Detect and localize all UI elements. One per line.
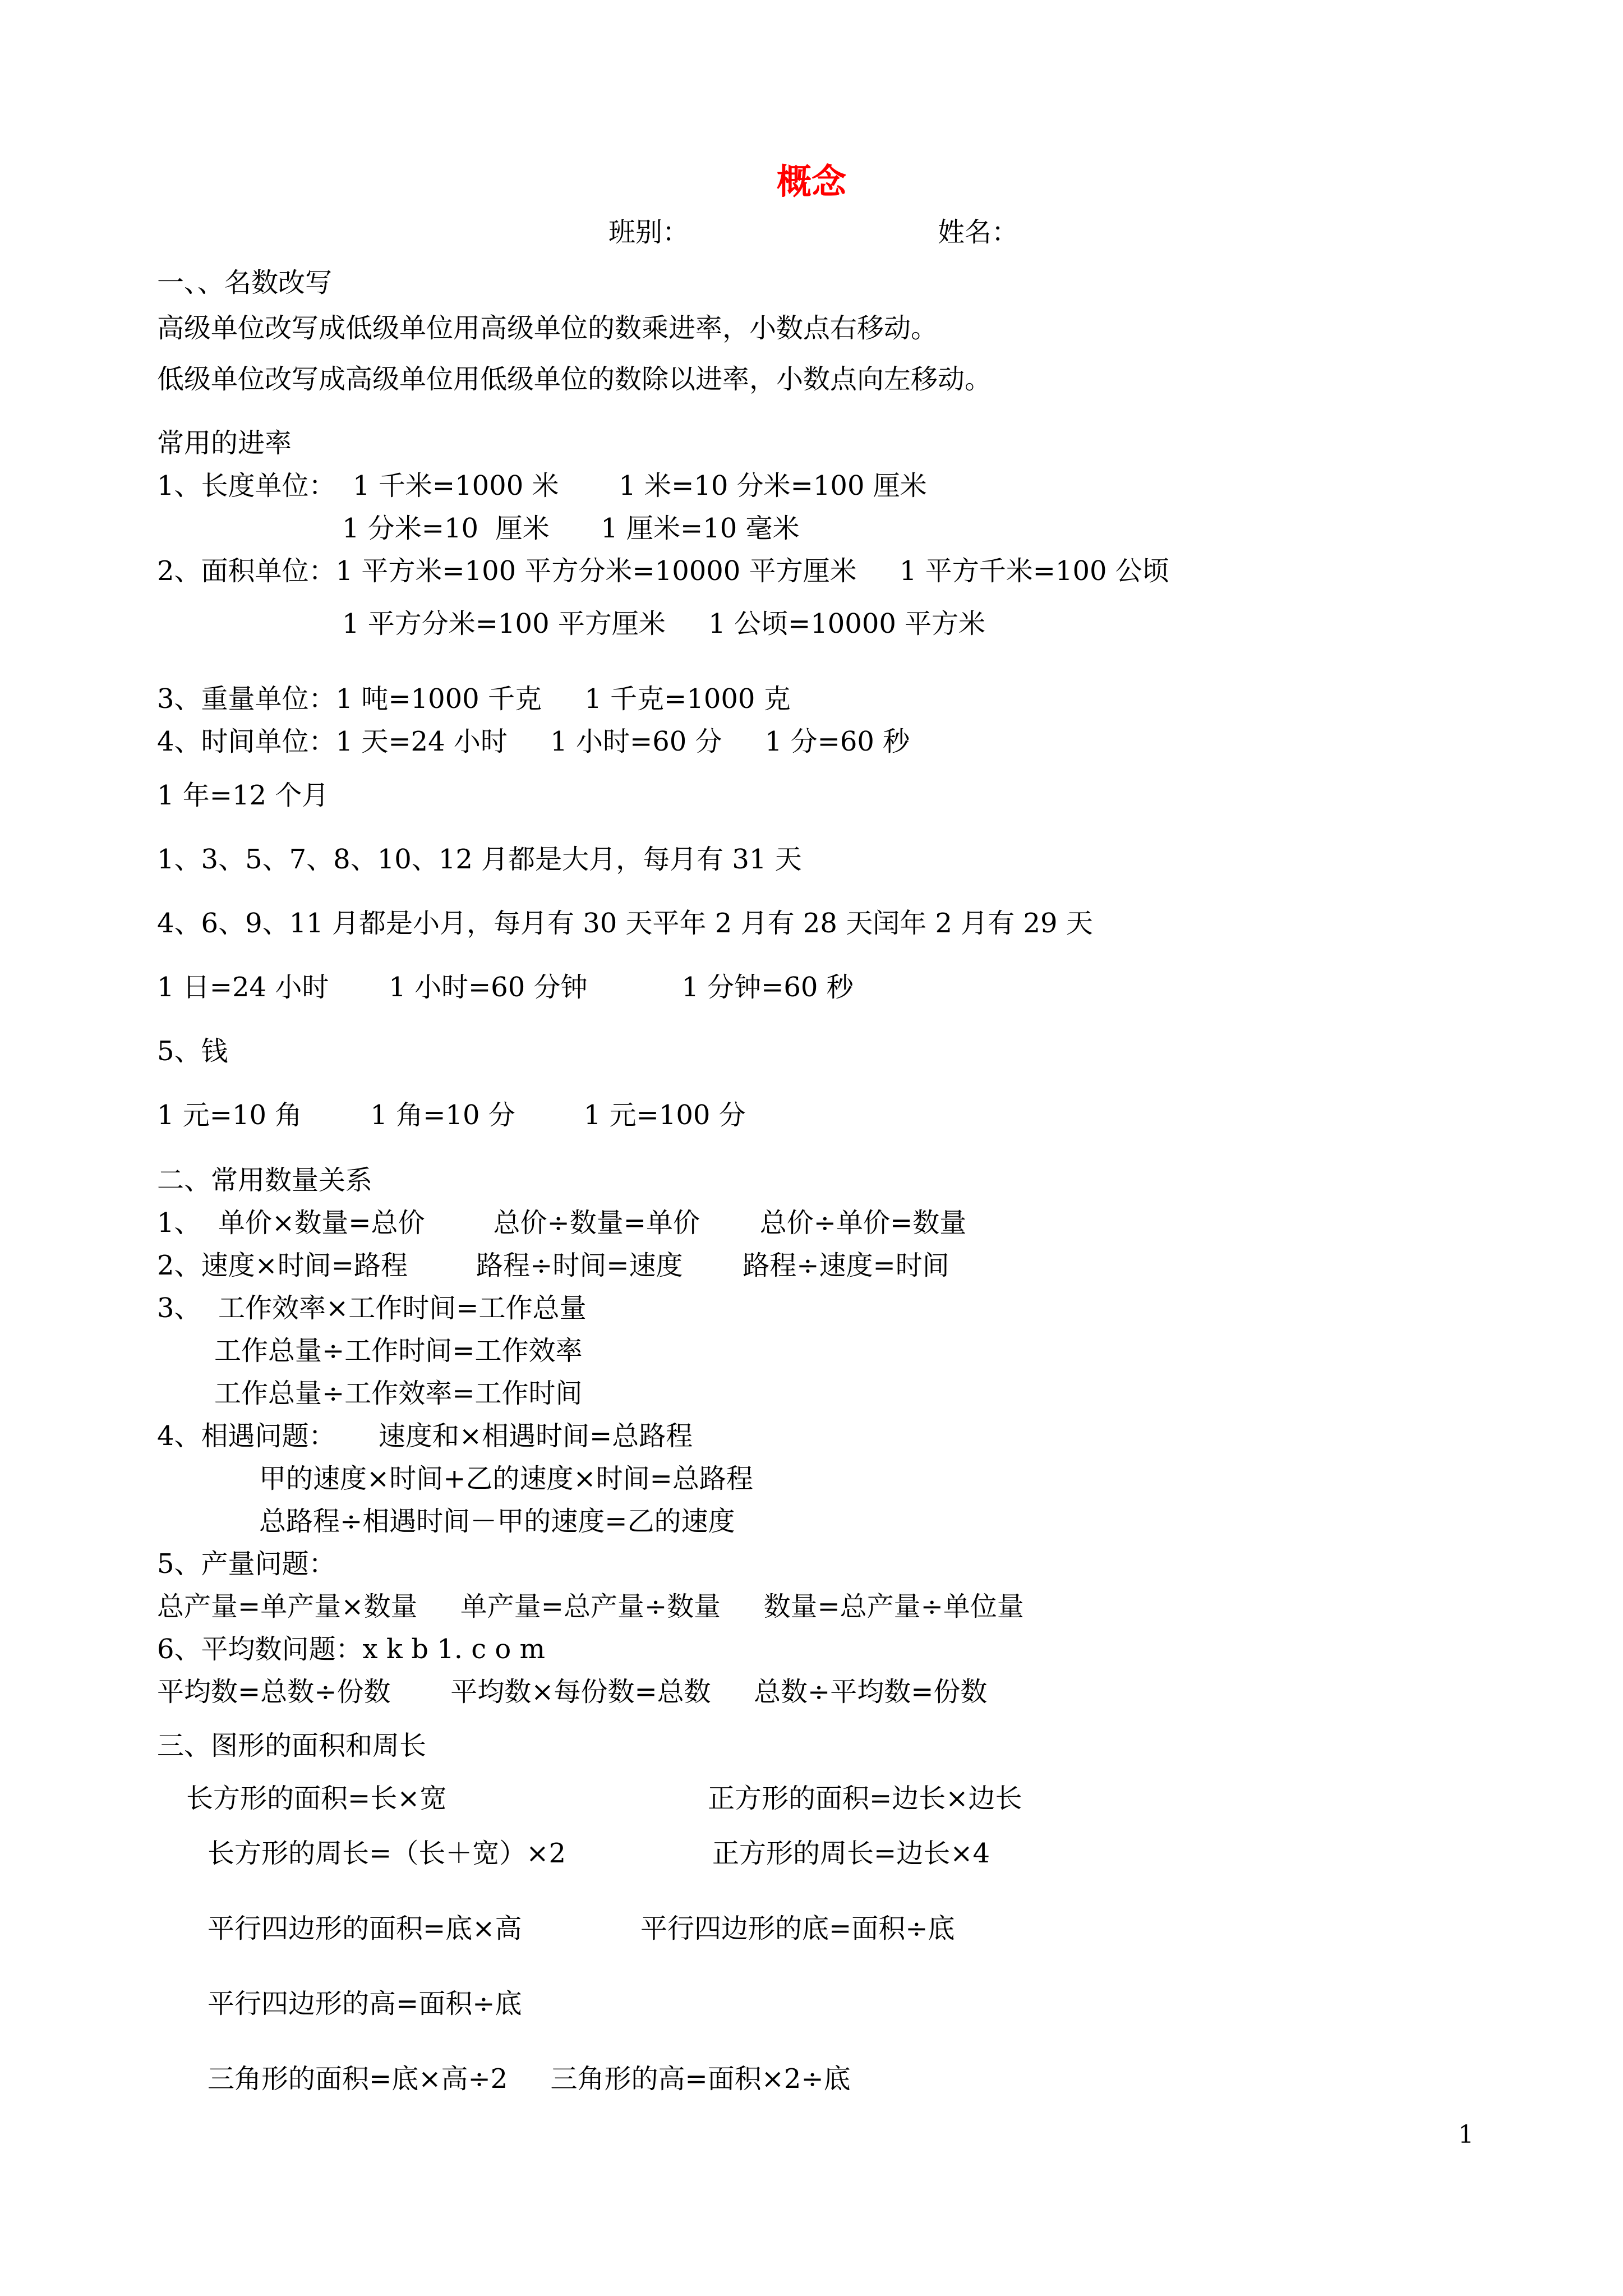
text-line: 1、 单价×数量=总价 总价÷数量=单价 总价÷单价=数量 bbox=[157, 1207, 967, 1239]
text-line: 1 平方分米=100 平方厘米 1 公顷=10000 平方米 bbox=[342, 608, 986, 639]
text-line: 2、速度×时间=路程 路程÷时间=速度 路程÷速度=时间 bbox=[157, 1250, 949, 1281]
class-label: 班别： bbox=[608, 217, 690, 248]
subheading: 常用的进率 bbox=[157, 427, 292, 459]
text-line: 5、产量问题： bbox=[157, 1548, 336, 1580]
text-line: 总路程÷相遇时间－甲的速度=乙的速度 bbox=[259, 1506, 735, 1537]
name-label: 姓名： bbox=[938, 217, 1019, 248]
text-line: 3、 工作效率×工作时间=工作总量 bbox=[157, 1292, 587, 1324]
text-line: 平行四边形的面积=底×高 bbox=[208, 1913, 522, 1944]
text-line: 6、平均数问题：x k b 1. c o m bbox=[157, 1634, 546, 1665]
text-line: 2、面积单位：1 平方米=100 平方分米=10000 平方厘米 1 平方千米=100 公顷 bbox=[157, 555, 1169, 587]
page-title: 概念 bbox=[776, 161, 846, 202]
text-line: 1 元=10 角 1 角=10 分 1 元=100 分 bbox=[157, 1099, 746, 1131]
page-number: 1 bbox=[1458, 2120, 1474, 2149]
text-line: 4、时间单位：1 天=24 小时 1 小时=60 分 1 分=60 秒 bbox=[157, 726, 910, 757]
text-line: 甲的速度×时间+乙的速度×时间=总路程 bbox=[259, 1463, 753, 1494]
subheading: 5、钱 bbox=[157, 1036, 228, 1067]
text-line: 4、6、9、11 月都是小月，每月有 30 天平年 2 月有 28 天闰年 2 月有 29 天 bbox=[157, 908, 1093, 939]
text-line: 工作总量÷工作效率=工作时间 bbox=[214, 1378, 583, 1409]
text-line: 1、3、5、7、8、10、12 月都是大月，每月有 31 天 bbox=[157, 844, 802, 875]
text-line: 三角形的面积=底×高÷2 三角形的高=面积×2÷底 bbox=[208, 2063, 851, 2095]
section-heading: 一、、名数改写 bbox=[157, 267, 333, 298]
text-line: 1 分米=10 厘米 1 厘米=10 毫米 bbox=[342, 513, 800, 544]
text-line: 工作总量÷工作时间=工作效率 bbox=[214, 1335, 583, 1366]
text-line: 平行四边形的底=面积÷底 bbox=[640, 1913, 955, 1944]
section-heading: 三、图形的面积和周长 bbox=[157, 1730, 427, 1761]
text-line: 平行四边形的高=面积÷底 bbox=[208, 1988, 522, 2019]
text-line: 长方形的周长=（长＋宽）×2 bbox=[208, 1838, 566, 1869]
text-line: 正方形的面积=边长×边长 bbox=[708, 1783, 1022, 1814]
text-line: 正方形的周长=边长×4 bbox=[712, 1838, 990, 1869]
text-line: 1 年=12 个月 bbox=[157, 780, 329, 811]
paragraph: 高级单位改写成低级单位用高级单位的数乘进率，小数点右移动。 bbox=[157, 312, 938, 344]
text-line: 1、长度单位： 1 千米=1000 米 1 米=10 分米=100 厘米 bbox=[157, 470, 927, 501]
text-line: 长方形的面积=长×宽 bbox=[186, 1783, 447, 1814]
text-line: 总产量=单产量×数量 单产量=总产量÷数量 数量=总产量÷单位量 bbox=[157, 1591, 1024, 1622]
paragraph: 低级单位改写成高级单位用低级单位的数除以进率，小数点向左移动。 bbox=[157, 364, 992, 395]
text-line: 4、相遇问题： 速度和×相遇时间=总路程 bbox=[157, 1420, 693, 1452]
text-line: 1 日=24 小时 1 小时=60 分钟 1 分钟=60 秒 bbox=[157, 972, 854, 1003]
text-line: 3、重量单位：1 吨=1000 千克 1 千克=1000 克 bbox=[157, 683, 791, 715]
text-line: 平均数=总数÷份数 平均数×每份数=总数 总数÷平均数=份数 bbox=[157, 1676, 988, 1708]
section-heading: 二、常用数量关系 bbox=[157, 1165, 373, 1196]
